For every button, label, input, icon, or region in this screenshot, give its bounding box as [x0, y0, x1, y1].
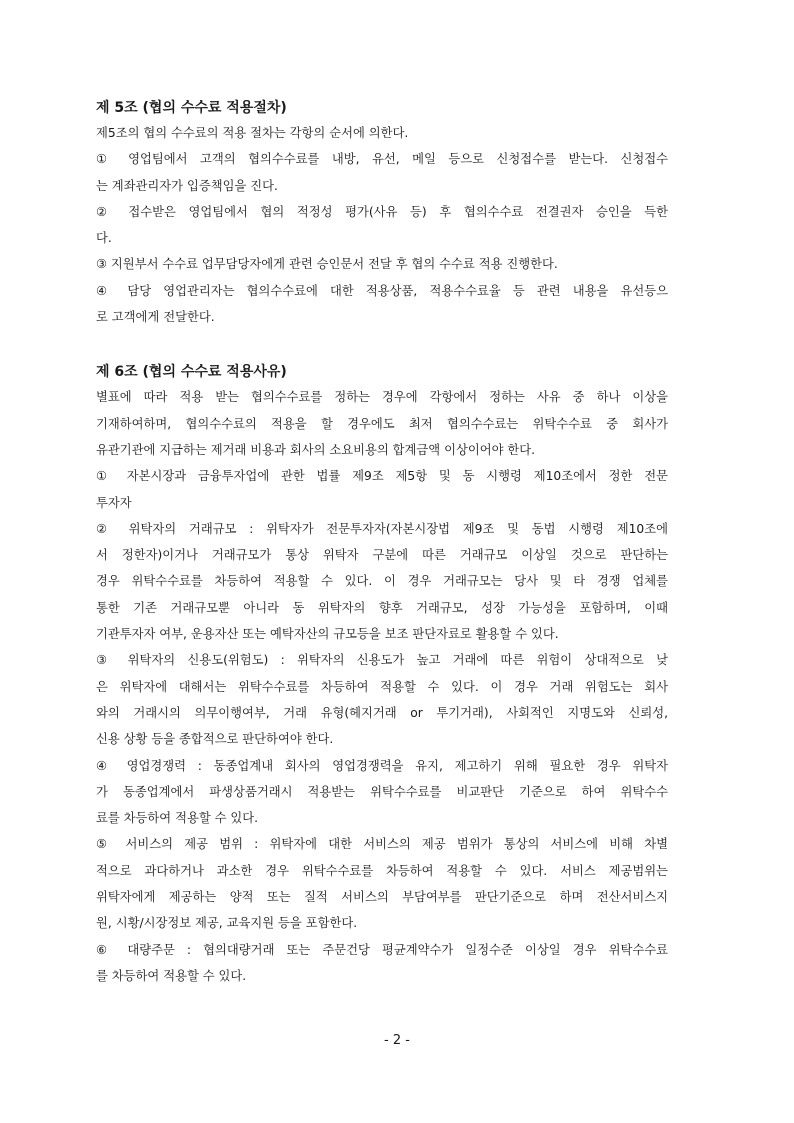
paragraph-line: ④ 영업경쟁력 : 동종업계내 회사의 영업경쟁력을 유지, 제고하기 위해 필요한 경우 위탁자 [96, 758, 668, 773]
paragraph-line: 기관투자자 여부, 운용자산 또는 예탁자산의 규모등을 보조 판단자료로 활용할 수 있다. [96, 627, 559, 642]
paragraph-line: 위탁자에게 제공하는 양적 또는 질적 서비스의 부담여부를 판단기준으로 하며 전산서비스지 [96, 890, 668, 905]
section-5-title: 제 5조 (협의 수수료 적용절차) [96, 100, 287, 116]
paragraph-line: ⑤ 서비스의 제공 범위 : 위탁자에 대한 서비스의 제공 범위가 통상의 서비스에 비해 차별 [96, 837, 668, 852]
page-number: - 2 - [384, 1033, 410, 1048]
section-6-body [96, 384, 668, 989]
section-5-body [96, 120, 668, 330]
paragraph-line: 적으로 과다하거나 과소한 경우 위탁수수료를 차등하여 적용할 수 있다. 서비스 제공범위는 [96, 863, 668, 878]
paragraph-line: ④ 담당 영업관리자는 협의수수료에 대한 적용상품, 적용수수료율 등 관련 내용을 유선등으 [96, 283, 668, 298]
section-6-title: 제 6조 (협의 수수료 적용사유) [96, 364, 287, 381]
document-page [96, 96, 668, 989]
paragraph-line: 는 계좌관리자가 입증책임을 진다. [96, 178, 278, 193]
paragraph-line: 경우 위탁수수료를 차등하여 적용할 수 있다. 이 경우 거래규모는 당사 및 타 경쟁 업체를 [96, 574, 668, 589]
paragraph-line: ② 접수받은 영업팀에서 협의 적정성 평가(사유 등) 후 협의수수료 전결권자 승인을 득한 [96, 204, 668, 219]
paragraph-line: 서 정한자)이거나 거래규모가 통상 위탁자 구분에 따른 거래규모 이상일 것으로 판단하는 [96, 548, 668, 563]
paragraph-line: ③ 지원부서 수수료 업무담당자에게 관련 승인문서 전달 후 협의 수수료 적용 진행한다. [96, 257, 558, 272]
paragraph-line: 은 위탁자에 대해서는 위탁수수료를 차등하여 적용할 수 있다. 이 경우 거래 위험도는 회사 [96, 679, 668, 694]
paragraph-line: 별표에 따라 적용 받는 협의수수료를 정하는 경우에 각항에서 정하는 사유 중 하나 이상을 [96, 390, 668, 405]
paragraph-line: ③ 위탁자의 신용도(위험도) : 위탁자의 신용도가 높고 거래에 따른 위험이 상대적으로 낮 [96, 653, 668, 668]
paragraph-line: 원, 시황/시장정보 제공, 교육지원 등을 포함한다. [96, 916, 358, 931]
paragraph-line: ① 영업팀에서 고객의 협의수수료를 내방, 유선, 메일 등으로 신청접수를 받는다. 신청접수 [96, 152, 668, 167]
paragraph-line: ② 위탁자의 거래규모 : 위탁자가 전문투자자(자본시장법 제9조 및 동법 시행령 제10조에 [96, 521, 668, 536]
paragraph-line: 가 동종업계에서 파생상품거래시 적용받는 위탁수수료를 비교판단 기준으로 하여 위탁수수 [96, 784, 668, 799]
paragraph-line: ① 자본시장과 금융투자업에 관한 법률 제9조 제5항 및 동 시행령 제10조에서 정한 전문 [96, 469, 668, 484]
paragraph-line: 로 고객에게 전달한다. [96, 310, 215, 325]
paragraph-line: 료를 차등하여 적용할 수 있다. [96, 811, 259, 826]
paragraph-line: 통한 기존 거래규모뿐 아니라 동 위탁자의 향후 거래규모, 성장 가능성을 포함하며, 이때 [96, 600, 668, 615]
section-gap [96, 330, 668, 360]
paragraph-line: 다. [96, 231, 112, 246]
paragraph-line: 제5조의 협의 수수료의 적용 절차는 각항의 순서에 의한다. [96, 126, 409, 140]
paragraph-line: 기재하여하며, 협의수수료의 적용을 할 경우에도 최저 협의수수료는 위탁수수료 중 회사가 [96, 416, 668, 431]
paragraph-line: 를 차등하여 적용할 수 있다. [96, 968, 247, 983]
paragraph-line: 신용 상황 등을 종합적으로 판단하여야 한다. [96, 732, 334, 747]
paragraph-line: 와의 거래시의 의무이행여부, 거래 유형(헤지거래 or 투기거래), 사회적인 지명도와 신뢰성, [96, 705, 668, 720]
paragraph-line: ⑥ 대량주문 : 협의대량거래 또는 주문건당 평균계약수가 일정수준 이상일 경우 위탁수수료 [96, 942, 668, 957]
paragraph-line: 유관기관에 지급하는 제거래 비용과 회사의 소요비용의 합계금액 이상이어야 한다. [96, 442, 536, 457]
paragraph-line: 투자자 [96, 495, 132, 510]
